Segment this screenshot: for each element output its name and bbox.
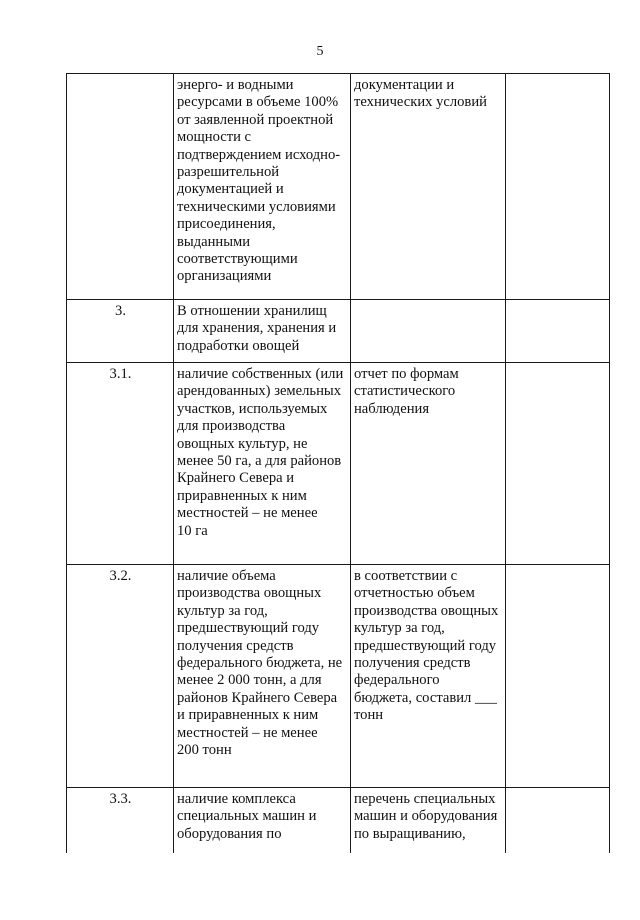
table-row (67, 363, 610, 565)
row-number-cell: 3.2. (67, 565, 174, 788)
extra-cell (506, 363, 610, 565)
criterion-cell: наличие комплекса специальных машин и оборудования по (174, 788, 351, 854)
criterion-cell: наличие объема производства овощных культур за год, предшествующий году получения средств федерального бюджета, не менее 2 000 тонн, а для районов Крайнего Севера и приравненных к ним местностей – не менее 200 тонн (174, 565, 351, 788)
row-number-cell: 3. (67, 300, 174, 363)
row-number-cell: 3.3. (67, 788, 174, 854)
table-row (67, 74, 610, 300)
row-number-cell: 3.1. (67, 363, 174, 565)
extra-cell (506, 788, 610, 854)
criterion-cell: В отношении хранилищ для хранения, хранения и подработки овощей (174, 300, 351, 363)
extra-cell (506, 565, 610, 788)
criterion-cell: энерго- и водными ресурсами в объеме 100% от заявленной проектной мощности с подтверждением исходно- разрешительной документацией и техническими условиями присоединения, выданными соответствующими организациями (174, 74, 351, 300)
document-cell: отчет по формам статистического наблюдения (351, 363, 506, 565)
table-row (67, 788, 610, 854)
criterion-cell: наличие собственных (или арендованных) земельных участков, используемых для производства овощных культур, не менее 50 га, а для районов Крайнего Севера и приравненных к ним местностей – не менее 10 га (174, 363, 351, 565)
extra-cell (506, 300, 610, 363)
document-cell: в соответствии с отчетностью объем производства овощных культур за год, предшествующий году получения средств федерального бюджета, составил ___ тонн (351, 565, 506, 788)
table-row (67, 565, 610, 788)
document-cell: перечень специальных машин и оборудования по выращиванию, (351, 788, 506, 854)
document-cell (351, 300, 506, 363)
criteria-table (66, 73, 610, 853)
page-number: 5 (316, 44, 324, 59)
table-row (67, 300, 610, 363)
extra-cell (506, 74, 610, 300)
row-number-cell (67, 74, 174, 300)
document-cell: документации и технических условий (351, 74, 506, 300)
